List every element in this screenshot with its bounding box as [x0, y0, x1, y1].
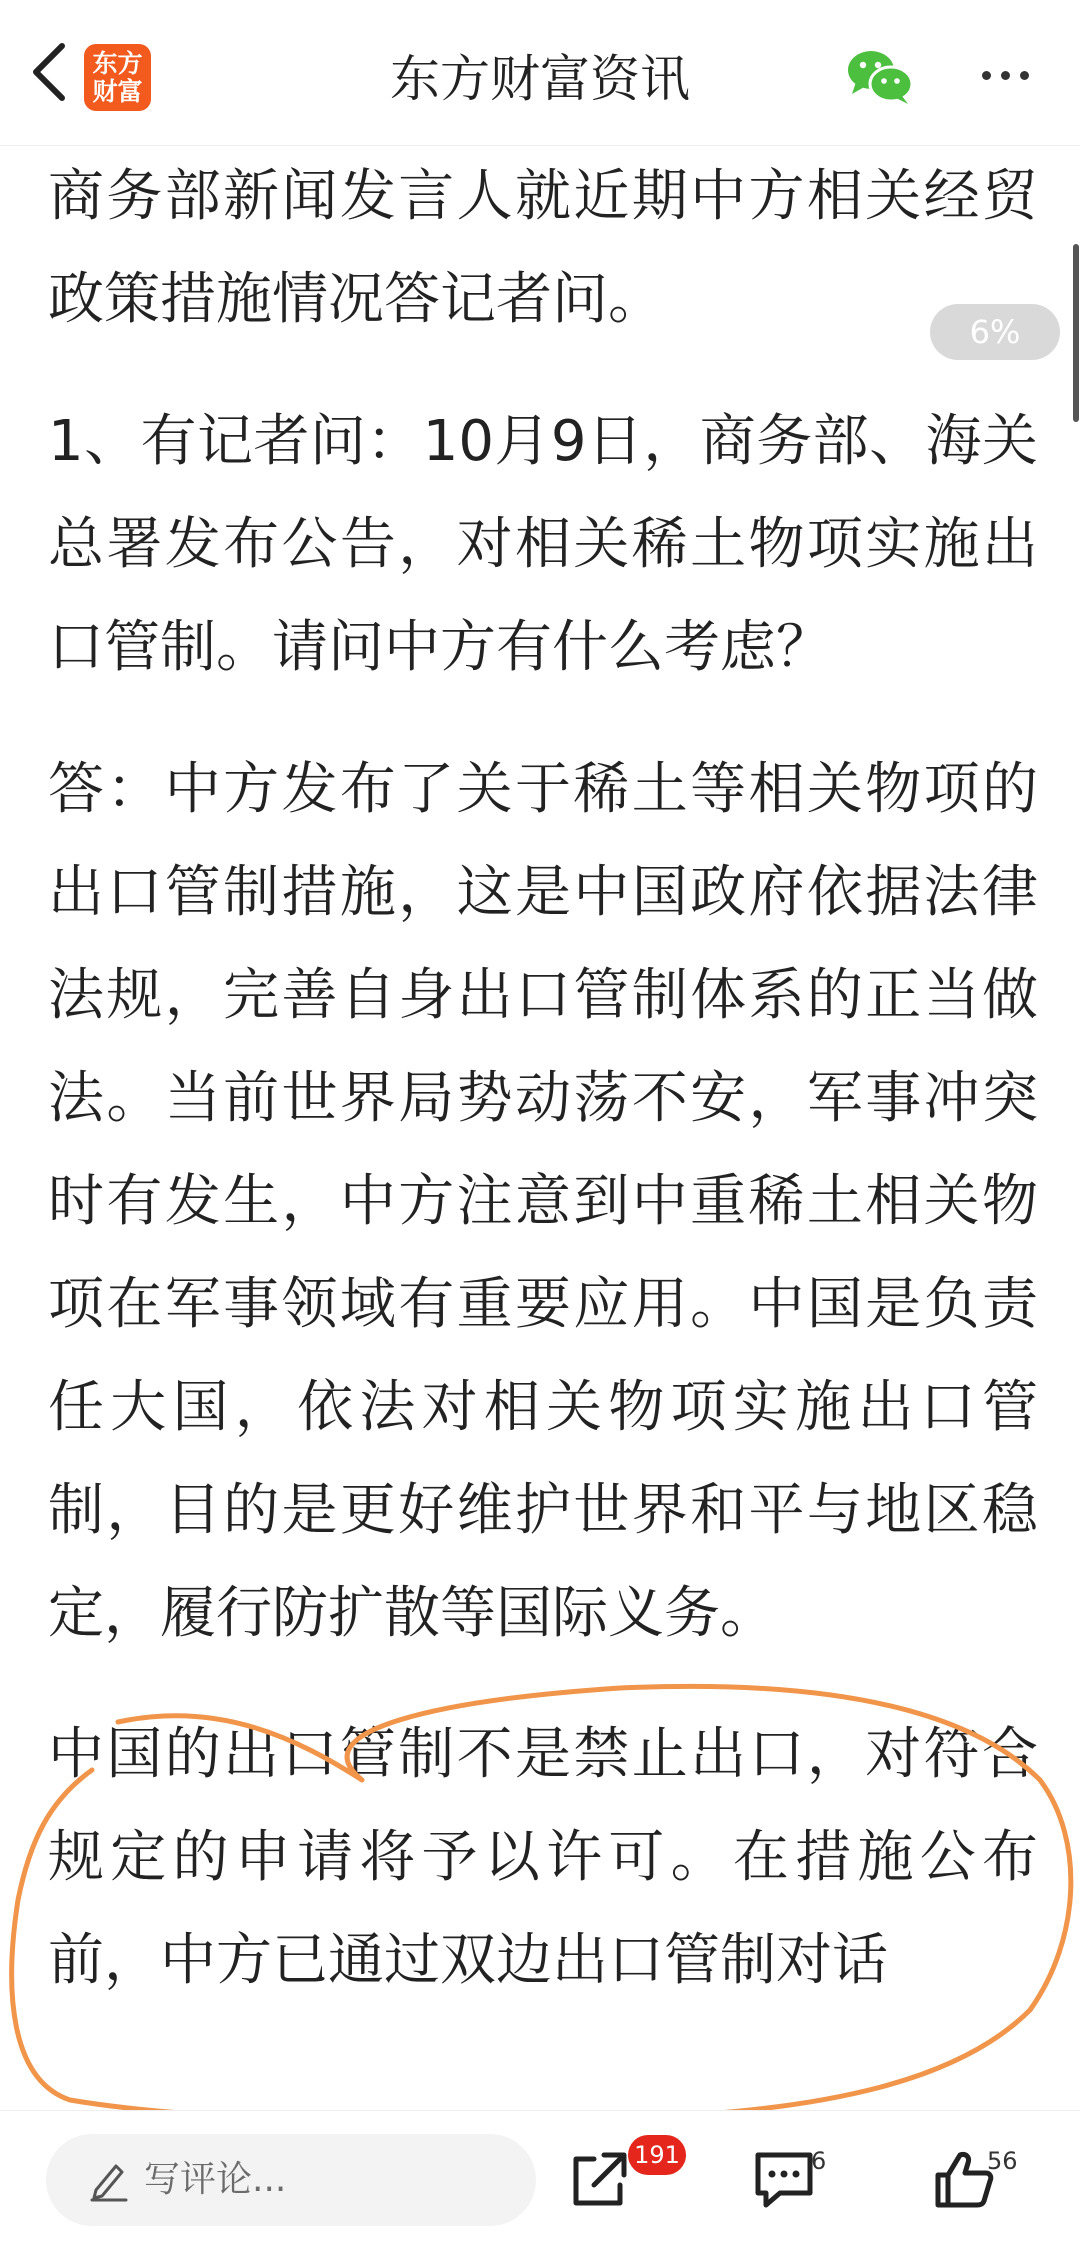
- comment-icon: [752, 2149, 816, 2211]
- article-paragraph: 商务部新闻发言人就近期中方相关经贸政策措施情况答记者问。: [48, 164, 1038, 332]
- logo-line-2: 财富: [92, 76, 143, 106]
- article-paragraph: 中国的出口管制不是禁止出口，对符合规定的申请将予以许可。在措施公布前，中方已通过双边出口管制对话: [48, 1722, 1038, 1993]
- top-nav-bar: [0, 0, 1080, 146]
- scrollbar-thumb[interactable]: [1073, 244, 1079, 422]
- wechat-icon: [846, 46, 914, 106]
- more-button[interactable]: [970, 50, 1040, 100]
- more-icon: [982, 71, 991, 80]
- read-progress-badge: 6%: [930, 304, 1060, 360]
- article-body: [48, 145, 1038, 2105]
- logo-line-1: 东方: [92, 48, 143, 78]
- wechat-share-button[interactable]: [846, 46, 914, 106]
- comments-count: 6: [811, 2147, 827, 2175]
- comment-placeholder: 写评论...: [144, 2159, 287, 2200]
- bottom-action-bar: [0, 2110, 1080, 2249]
- page-title: 东方财富资讯: [390, 50, 690, 108]
- app-logo: [84, 44, 151, 111]
- pen-icon: [86, 2158, 130, 2202]
- share-icon: [568, 2149, 632, 2209]
- share-count-badge: 191: [628, 2135, 686, 2175]
- write-comment-input[interactable]: [46, 2134, 536, 2226]
- article-paragraph: 答：中方发布了关于稀土等相关物项的出口管制措施，这是中国政府依据法律法规，完善自身出口管制体系的正当做法。当前世界局势动荡不安，军事冲突时有发生，中方注意到中重稀土相关物项在军事领域有重要应用。中国是负责任大国，依法对相关物项实施出口管制，目的是更好维护世界和平与地区稳定，履行防扩散等国际义务。: [48, 757, 1038, 1646]
- likes-count: 56: [987, 2147, 1018, 2175]
- back-arrow-icon: [28, 42, 68, 102]
- back-button[interactable]: [18, 40, 78, 104]
- article-paragraph: 1、有记者问：10月9日，商务部、海关总署发布公告，对相关稀土物项实施出口管制。请问中方有什么考虑？: [48, 409, 1038, 680]
